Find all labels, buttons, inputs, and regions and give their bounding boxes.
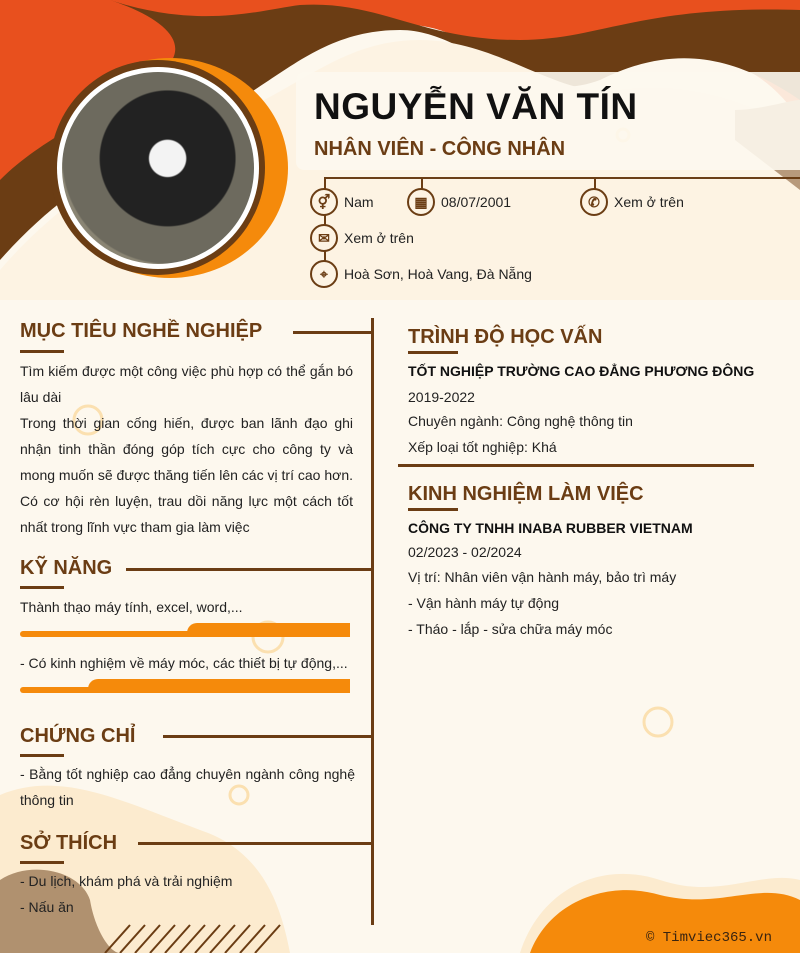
section-line [126,568,373,571]
skill-bar-fill [187,623,350,637]
education-school: TỐT NGHIỆP TRƯỜNG CAO ĐẲNG PHƯƠNG ĐÔNG [408,363,755,379]
title-underline [20,754,64,757]
email-value: Xem ở trên [344,230,414,246]
hobbies-title: SỞ THÍCH [20,832,118,854]
footer-copyright: © Timviec365.vn [645,930,772,946]
title-underline [408,508,458,511]
title-underline [408,351,458,354]
skill-name: - Có kinh nghiệm về máy móc, các thiết bị tự động,... [20,655,348,671]
experience-task: - Vận hành máy tự động [408,595,560,611]
section-line [293,331,373,334]
section-divider [398,464,754,467]
phone-value: Xem ở trên [614,194,684,210]
birthday-value: 08/07/2001 [441,194,512,210]
title-underline [20,861,64,864]
contact-gender [310,188,374,216]
skills-title: KỸ NĂNG [20,557,113,579]
phone-icon: ✆ [580,188,608,216]
objective-title: MỤC TIÊU NGHỀ NGHIỆP [20,320,263,342]
education-major: Chuyên ngành: Công nghệ thông tin [408,413,633,429]
email-icon: ✉ [310,224,338,252]
certificates-title: CHỨNG CHỈ [20,725,136,747]
experience-task: - Tháo - lắp - sửa chữa máy móc [408,621,613,637]
column-divider [371,318,374,925]
hobby-item: - Du lịch, khám phá và trải nghiệm [20,873,233,889]
contact-address [310,260,532,288]
contact-phone [580,188,684,216]
title-underline [20,350,64,353]
objective-line-2: Trong thời gian cống hiến, được ban lãnh đạo ghi nhận tinh thần đóng góp tích cực cho công ty và mong muốn sẽ được thăng tiến lên các vị trí cao hơn. Có cơ hội rèn luyện, trau dồi năng lực một cách tốt nhất trong lĩnh vực tham gia làm việc [20,415,353,535]
gender-icon: ⚥ [310,188,338,216]
education-grade: Xếp loại tốt nghiệp: Khá [408,439,557,455]
contact-birthday [407,188,511,216]
profile-photo [62,72,254,264]
contact-email [310,224,414,252]
certificate-item: - Bằng tốt nghiệp cao đẳng chuyên ngành công nghệ thông tin [20,766,355,808]
education-period: 2019-2022 [408,389,475,405]
experience-period: 02/2023 - 02/2024 [408,544,522,560]
location-icon: ⌖ [310,260,338,288]
address-value: Hoà Sơn, Hoà Vang, Đà Nẵng [344,266,532,282]
experience-title: KINH NGHIỆM LÀM VIỆC [408,483,644,505]
skill-bar-fill [88,679,350,693]
skill-name: Thành thạo máy tính, excel, word,... [20,599,243,615]
full-name: NGUYỄN VĂN TÍN [314,86,638,127]
education-title: TRÌNH ĐỘ HỌC VẤN [408,326,603,348]
job-title: NHÂN VIÊN - CÔNG NHÂN [314,138,566,160]
experience-company: CÔNG TY TNHH INABA RUBBER VIETNAM [408,520,693,536]
experience-position: Vị trí: Nhân viên vận hành máy, bảo trì máy [408,569,677,585]
calendar-icon: ▦ [407,188,435,216]
objective-line-1: Tìm kiếm được một công việc phù hợp có thể gắn bó lâu dài [20,363,353,405]
contact-divider [324,177,800,179]
section-line [138,842,373,845]
title-underline [20,586,64,589]
section-line [163,735,373,738]
gender-value: Nam [344,194,374,210]
hobby-item: - Nấu ăn [20,899,74,915]
